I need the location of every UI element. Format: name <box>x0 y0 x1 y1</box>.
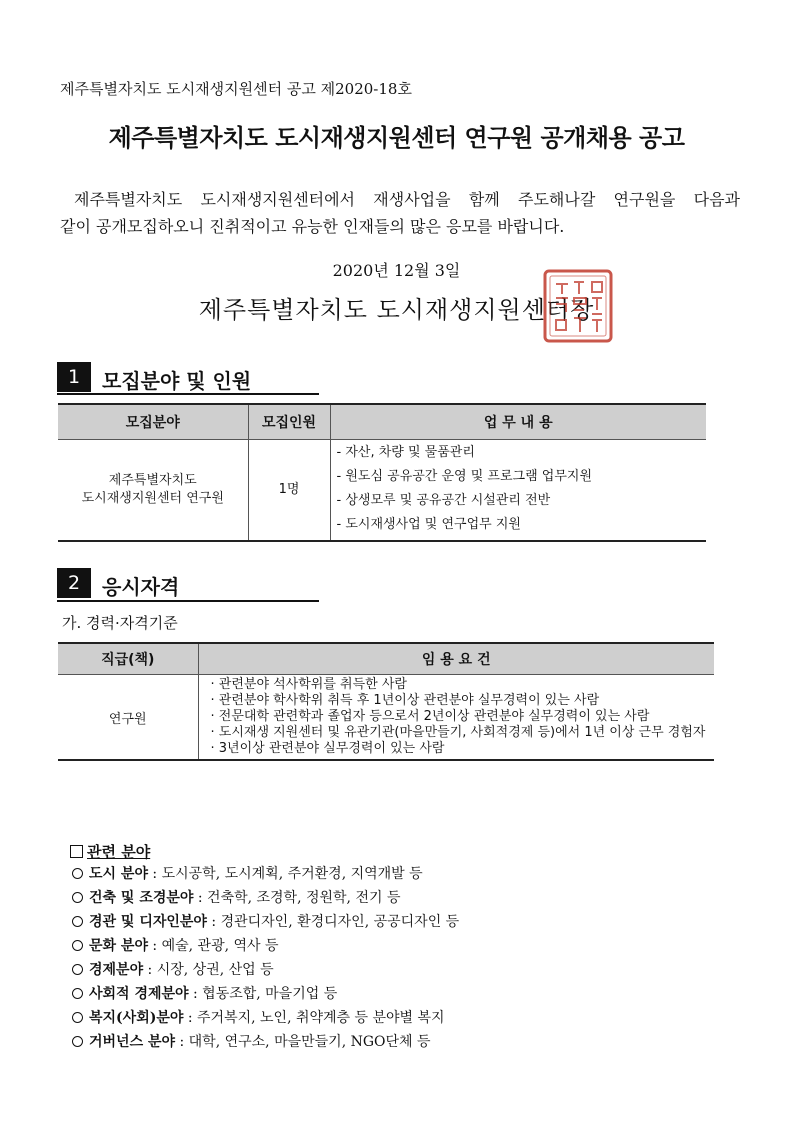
notice-number: 제주특별자치도 도시재생지원센터 공고 제2020-18호 <box>60 80 412 98</box>
requirement-item: · 관련분야 학사학위 취득 후 1년이상 관련분야 실무경력이 있는 사람 <box>210 693 600 708</box>
list-item <box>72 862 423 886</box>
field-label: 경제분야 <box>89 962 144 978</box>
intro-paragraph-line-1: 제주특별자치도 도시재생지원센터에서 재생사업을 함께 주도해나갈 연구원을 다음과 <box>74 190 740 209</box>
list-item <box>72 1030 431 1054</box>
circle-bullet-icon <box>72 1036 83 1047</box>
circle-bullet-icon <box>72 940 83 951</box>
position-cell: 연구원 <box>58 675 198 761</box>
table-header-row <box>58 404 706 440</box>
list-item <box>72 1006 445 1030</box>
header-requirements: 임 용 요 건 <box>198 643 714 675</box>
related-fields-heading <box>70 841 150 862</box>
field-label: 건축 및 조경분야 <box>89 890 194 906</box>
official-seal-icon <box>542 268 614 344</box>
section-2-title: 응시자격 <box>102 575 180 599</box>
recruit-count-cell: 1명 <box>248 440 330 542</box>
field-label: 복지(사회)분야 <box>89 1010 184 1026</box>
field-label: 사회적 경제분야 <box>89 986 189 1002</box>
list-item <box>72 934 279 958</box>
recruit-field-line-2: 도시재생지원센터 연구원 <box>81 491 224 506</box>
requirement-item: · 관련분야 석사학위를 취득한 사람 <box>210 677 407 692</box>
circle-bullet-icon <box>72 964 83 975</box>
list-item <box>72 958 274 982</box>
circle-bullet-icon <box>72 892 83 903</box>
subsection-heading: 가. 경력·자격기준 <box>62 614 178 632</box>
header-duties: 업 무 내 용 <box>330 404 706 440</box>
intro-paragraph-line-2: 같이 공개모집하오니 진취적이고 유능한 인재들의 많은 응모를 바랍니다. <box>60 217 565 236</box>
related-fields-heading-text: 관련 분야 <box>87 843 151 861</box>
recruitment-table <box>58 403 706 542</box>
duties-cell <box>330 440 706 542</box>
header-position: 직급(책) <box>58 643 198 675</box>
duty-item: - 상생모루 및 공유공간 시설관리 전반 <box>336 493 551 508</box>
duty-item: - 원도심 공유공간 운영 및 프로그램 업무지원 <box>336 469 593 484</box>
section-2-rule <box>57 600 319 602</box>
requirement-item: · 전문대학 관련학과 졸업자 등으로서 2년이상 관련분야 실무경력이 있는 사람 <box>210 709 650 724</box>
field-label: 거버넌스 분야 <box>89 1034 176 1050</box>
duty-item: - 도시재생사업 및 연구업무 지원 <box>336 517 521 532</box>
field-text: : 협동조합, 마을기업 등 <box>188 986 338 1002</box>
field-text: : 건축학, 조경학, 정원학, 전기 등 <box>193 890 401 906</box>
issuer-name: 제주특별자치도 도시재생지원센터장 <box>198 296 595 324</box>
recruit-field-cell <box>58 440 248 542</box>
qualifications-table <box>58 642 714 761</box>
field-label: 경관 및 디자인분야 <box>89 914 207 930</box>
notice-date: 2020년 12월 3일 <box>332 261 461 280</box>
list-item <box>72 886 400 910</box>
field-text: : 대학, 연구소, 마을만들기, NGO단체 등 <box>175 1034 431 1050</box>
requirement-item: · 도시재생 지원센터 및 유관기관(마을만들기, 사회적경제 등)에서 1년 이상 근무 경험자 <box>210 725 706 740</box>
circle-bullet-icon <box>72 916 83 927</box>
field-label: 문화 분야 <box>89 938 148 954</box>
circle-bullet-icon <box>72 868 83 879</box>
field-text: : 예술, 관광, 역사 등 <box>147 938 279 954</box>
header-count: 모집인원 <box>248 404 330 440</box>
list-item <box>72 982 337 1006</box>
field-text: : 경관디자인, 환경디자인, 공공디자인 등 <box>206 914 460 930</box>
checkbox-square-icon <box>70 845 83 858</box>
circle-bullet-icon <box>72 988 83 999</box>
field-text: : 주거복지, 노인, 취약계층 등 분야별 복지 <box>183 1010 445 1026</box>
duty-item: - 자산, 차량 및 물품관리 <box>336 445 475 460</box>
table-row <box>58 675 714 761</box>
section-1-rule <box>57 393 319 395</box>
document-title: 제주특별자치도 도시재생지원센터 연구원 공개채용 공고 <box>108 124 685 152</box>
section-2-number: 2 <box>57 568 91 598</box>
field-text: : 시장, 상권, 산업 등 <box>143 962 274 978</box>
table-header-row <box>58 643 714 675</box>
table-row <box>58 440 706 542</box>
list-item <box>72 910 459 934</box>
requirement-item: · 3년이상 관련분야 실무경력이 있는 사람 <box>210 741 445 756</box>
field-text: : 도시공학, 도시계획, 주거환경, 지역개발 등 <box>147 866 423 882</box>
field-label: 도시 분야 <box>89 866 148 882</box>
section-1-number: 1 <box>57 362 91 392</box>
recruit-field-line-1: 제주특별자치도 <box>108 473 197 488</box>
requirements-cell <box>198 675 714 761</box>
header-field: 모집분야 <box>58 404 248 440</box>
section-1-title: 모집분야 및 인원 <box>102 369 252 393</box>
circle-bullet-icon <box>72 1012 83 1023</box>
